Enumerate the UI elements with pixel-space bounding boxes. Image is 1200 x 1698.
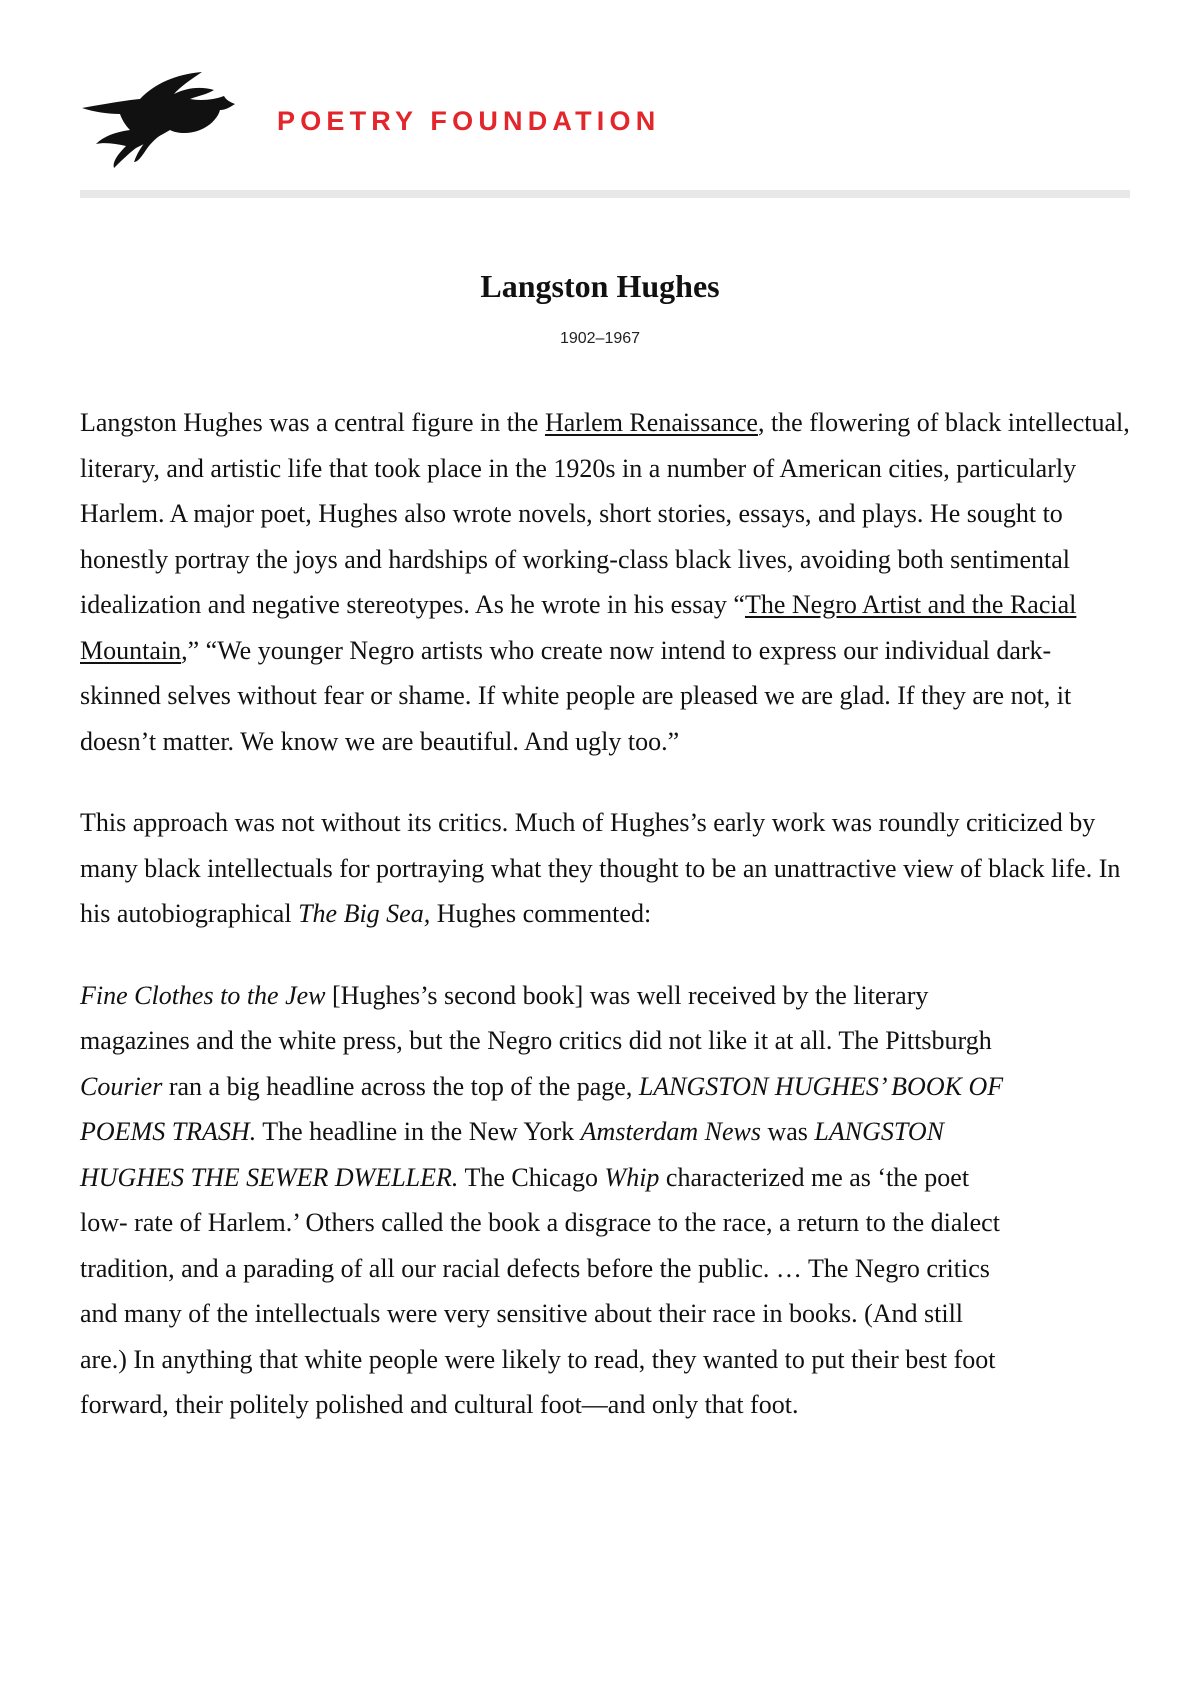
headline-trash: LANGSTON HUGHES’ BOOK OF POEMS TRASH.	[80, 1071, 1004, 1146]
text-run: characterized me as ‘the poet low- rate of Harlem.’ Others called the book a disgrace to the race, a return to the dialect tradition, and a parading of all our racial defects before the public. … The Negro critics and many of the intellectuals were very sensitive about their race in books. (And still are.) In anything that white people were likely to read, they wanted to put their best foot forward, their politely polished and cultural foot—and only that foot.	[80, 1162, 1000, 1419]
site-header	[80, 70, 1130, 180]
newspaper-courier: Courier	[80, 1071, 163, 1101]
book-title-big-sea: The Big Sea,	[298, 899, 431, 928]
article-body	[80, 400, 1130, 1464]
brand-name[interactable]: POETRY FOUNDATION	[277, 106, 661, 136]
text-run: Langston Hughes was a central figure in the	[80, 408, 545, 437]
paragraph-critics	[80, 800, 1130, 937]
link-harlem-renaissance[interactable]: Harlem Renaissance	[544, 408, 758, 437]
block-quote	[80, 973, 1006, 1428]
newspaper-amsterdam-news: Amsterdam News	[580, 1117, 761, 1146]
pegasus-icon[interactable]	[80, 70, 235, 170]
book-title-fine-clothes: Fine Clothes to the Jew	[80, 980, 326, 1010]
text-run: The headline in the New York	[256, 1117, 581, 1146]
newspaper-whip: Whip	[604, 1162, 660, 1192]
text-run: ,” “We younger Negro artists who create now intend to express our individual dark-skinned selves without fear or shame. If white people are pleased we are glad. If they are not, it doesn’t matter. We know we are beautiful. And ugly too.”	[80, 635, 1072, 756]
headline-sewer-dweller: LANGSTON HUGHES THE SEWER DWELLER.	[80, 1117, 944, 1192]
text-run: ran a big headline across the top of the page,	[162, 1071, 639, 1101]
text-run: Hughes commented:	[430, 899, 652, 928]
paragraph-intro	[80, 400, 1130, 764]
text-run: This approach was not without its critics. Much of Hughes’s early work was roundly criticized by many black intellectuals for portraying what they thought to be an unattractive view of black life. In his autobiographical	[80, 808, 1121, 928]
link-negro-artist-essay[interactable]: The Negro Artist and the Racial Mountain	[80, 590, 1077, 665]
text-run: was	[760, 1117, 815, 1146]
poet-name: Langston Hughes	[480, 268, 720, 304]
text-run: [Hughes’s second book] was well received by the literary magazines and the white press, but the Negro critics did not like it at all. The Pittsburgh	[80, 980, 992, 1055]
header-divider	[80, 190, 1130, 198]
text-run: , the flowering of black intellectual, literary, and artistic life that took place in the 1920s in a number of American cities, particularly Harlem. A major poet, Hughes also wrote novels, short stories, essays, and plays. He sought to honestly portray the joys and hardships of working-class black lives, avoiding both sentimental idealization and negative stereotypes. As he wrote in his essay “	[80, 408, 1130, 619]
text-run: The Chicago	[458, 1162, 605, 1192]
poet-dates: 1902–1967	[559, 330, 641, 347]
